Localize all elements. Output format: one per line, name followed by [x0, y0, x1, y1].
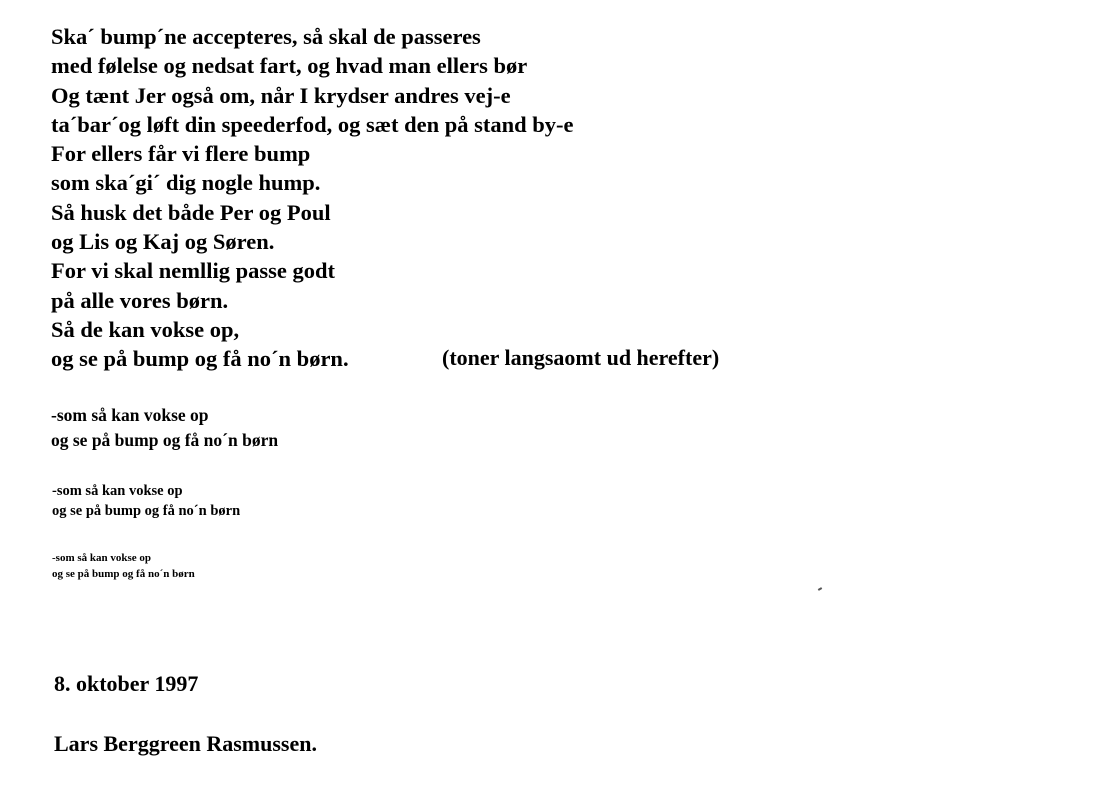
fade-line: -som så kan vokse op	[51, 405, 209, 425]
author-name: Lars Berggreen Rasmussen.	[54, 731, 317, 756]
scan-speck	[818, 587, 822, 591]
verse-line: ta´bar´og løft din speederfod, og sæt den på stand by-e	[51, 111, 574, 137]
fade-line: og se på bump og få no´n børn	[52, 568, 195, 580]
fade-out-note: (toner langsaomt ud herefter)	[442, 345, 720, 370]
verse-line: som ska´gi´ dig nogle hump.	[51, 170, 321, 196]
verse-line: Ska´ bump´ne accepteres, så skal de passeres	[51, 24, 481, 49]
verse-line: For vi skal nemllig passe godt	[51, 258, 335, 284]
fade-block-large	[51, 403, 278, 453]
verse-line: og Lis og Kaj og Søren.	[51, 229, 275, 255]
fade-line: og se på bump og få no´n børn	[52, 502, 241, 519]
verse-line: Og tænt Jer også om, når I krydser andres vej-e	[51, 82, 511, 108]
document-date: 8. oktober 1997	[54, 671, 199, 696]
verse-line: og se på bump og få no´n børn.	[51, 346, 349, 372]
fade-line: -som så kan vokse op	[52, 483, 183, 499]
fade-block-medium	[52, 482, 240, 521]
verse-line: Så de kan vokse op,	[51, 316, 240, 342]
verse-line: på alle vores børn.	[51, 287, 229, 313]
fade-line: og se på bump og få no´n børn	[51, 430, 279, 450]
fade-block-small	[52, 550, 195, 582]
verse-line: For ellers får vi flere bump	[51, 141, 311, 167]
verse-line: med følelse og nedsat fart, og hvad man ellers bør	[51, 53, 528, 79]
verse	[51, 22, 574, 374]
fade-line: -som så kan vokse op	[52, 552, 152, 564]
verse-line: Så husk det både Per og Poul	[51, 199, 331, 225]
